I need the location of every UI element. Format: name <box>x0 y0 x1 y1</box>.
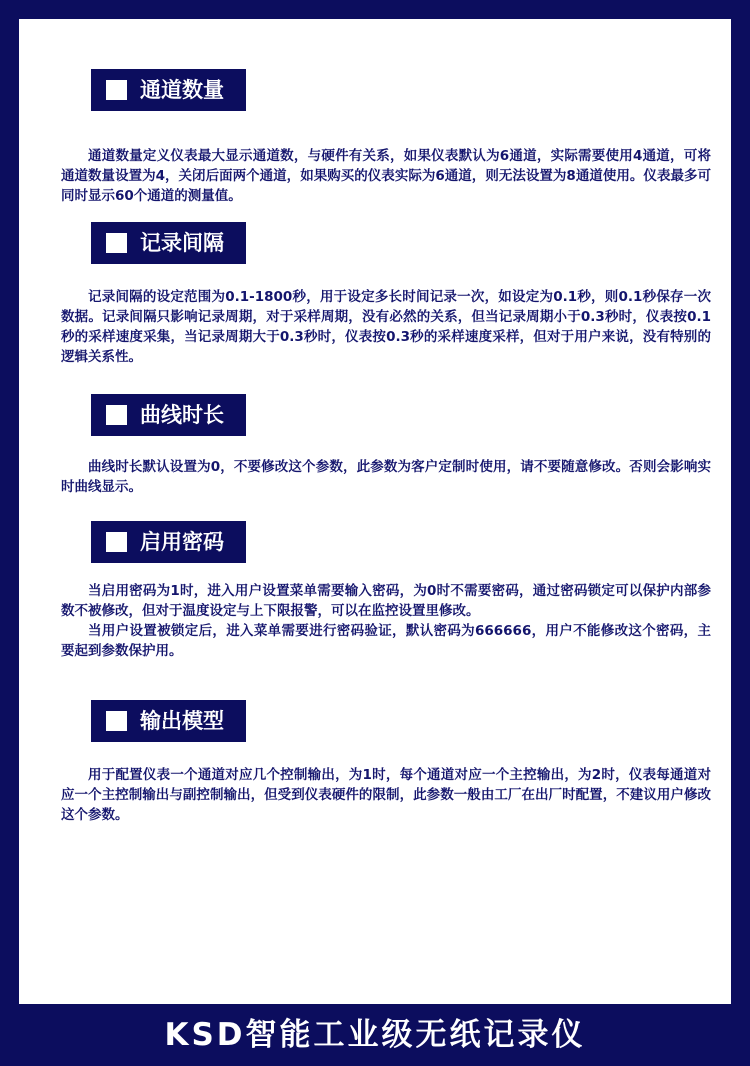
section-header <box>91 69 246 111</box>
square-bullet-icon <box>106 405 127 425</box>
section-title: 曲线时长 <box>140 403 224 427</box>
section-title: 输出模型 <box>140 709 224 733</box>
section-body <box>61 457 711 497</box>
section-body <box>61 765 711 825</box>
section-title: 通道数量 <box>140 78 224 102</box>
square-bullet-icon <box>106 711 127 731</box>
section-header <box>91 222 246 264</box>
section-header <box>91 700 246 742</box>
square-bullet-icon <box>106 80 127 100</box>
paragraph: 曲线时长默认设置为0，不要修改这个参数，此参数为客户定制时使用，请不要随意修改。否则会影响实时曲线显示。 <box>61 459 711 495</box>
section-body <box>61 287 711 367</box>
paragraph: 通道数量定义仪表最大显示通道数，与硬件有关系，如果仪表默认为6通道，实际需要使用4通道，可将通道数量设置为4，关闭后面两个通道，如果购买的仪表实际为6通道，则无法设置为8通道使用。仪表最多可同时显示60个通道的测量值。 <box>61 148 711 204</box>
content-panel <box>19 19 731 1004</box>
section-title: 记录间隔 <box>140 231 224 255</box>
footer-banner: KSD智能工业级无纸记录仪 <box>164 1017 586 1053</box>
square-bullet-icon <box>106 532 127 552</box>
section-body <box>61 581 711 661</box>
paragraph: 记录间隔的设定范围为0.1-1800秒，用于设定多长时间记录一次，如设定为0.1秒，则0.1秒保存一次数据。记录间隔只影响记录周期，对于采样周期，没有必然的关系，但当记录周期小于0.3秒时，仪表按0.1秒的采样速度采集，当记录周期大于0.3秒时，仪表按0.3秒的采样速度采样，但对于用户来说，没有特别的逻辑关系性。 <box>61 289 711 365</box>
section-header <box>91 521 246 563</box>
paragraph: 用于配置仪表一个通道对应几个控制输出，为1时，每个通道对应一个主控输出，为2时，仪表每通道对应一个主控制输出与副控制输出，但受到仪表硬件的限制，此参数一般由工厂在出厂时配置，不建议用户修改这个参数。 <box>61 767 711 823</box>
section-body <box>61 146 711 206</box>
section-title: 启用密码 <box>140 530 224 554</box>
paragraph: 当启用密码为1时，进入用户设置菜单需要输入密码，为0时不需要密码，通过密码锁定可以保护内部参数不被修改，但对于温度设定与上下限报警，可以在监控设置里修改。 <box>61 583 711 619</box>
paragraph: 当用户设置被锁定后，进入菜单需要进行密码验证，默认密码为666666，用户不能修改这个密码，主要起到参数保护用。 <box>61 623 711 659</box>
section-header <box>91 394 246 436</box>
square-bullet-icon <box>106 233 127 253</box>
